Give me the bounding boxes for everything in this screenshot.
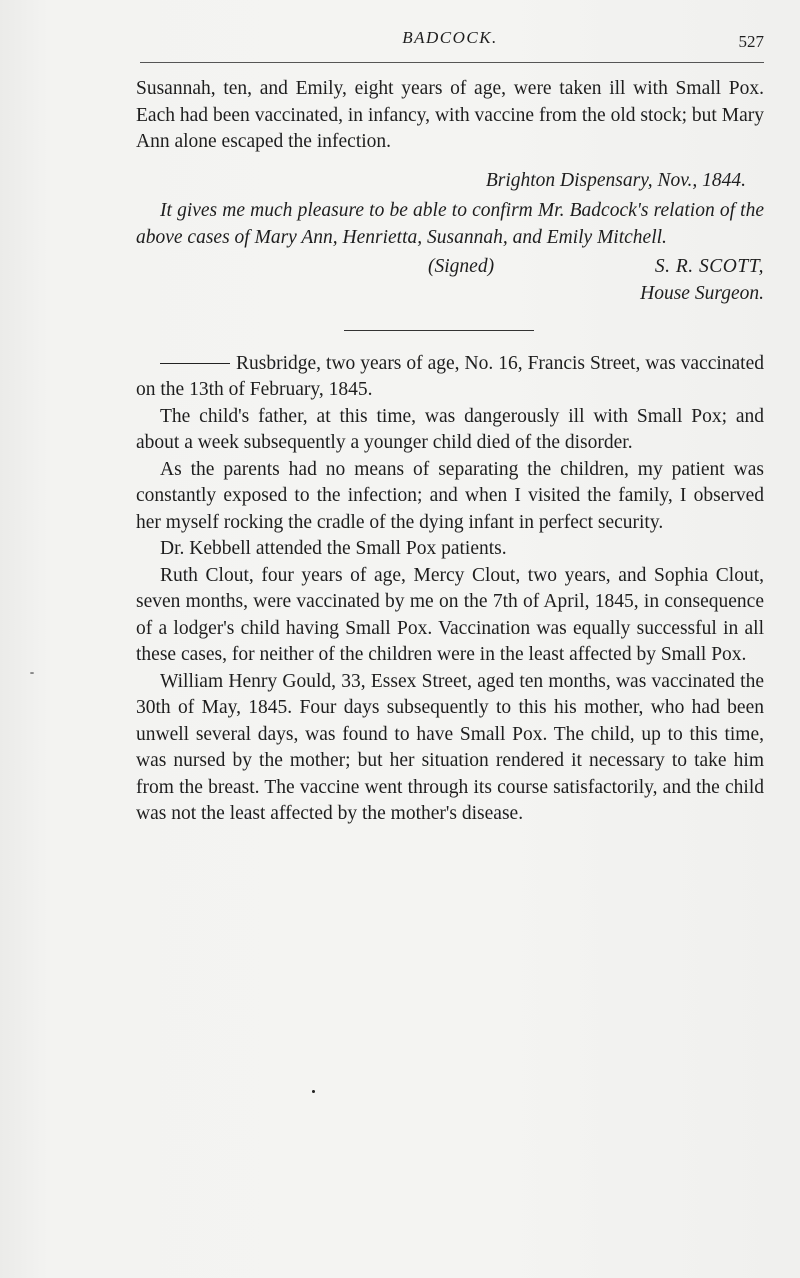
paragraph-kebbell: Dr. Kebbell attended the Small Pox patients. [160, 538, 507, 559]
signer-name: S. R. SCOTT, [654, 256, 764, 277]
paragraph-exposure: As the parents had no means of separating the children, my patient was constantly exposed to the infection; and when I visited the family, I observed her myself rocking the cradle of the dying infant in perfect security. [136, 458, 764, 533]
running-head [136, 28, 764, 54]
ink-speck [312, 1090, 315, 1093]
paragraph-rusbridge [136, 351, 764, 404]
paragraph-continuation: Susannah, ten, and Emily, eight years of age, were taken ill with Small Pox. Each had been vaccinated, in infancy, with vaccine from the old stock; but Mary Ann alone escaped the infection. [136, 78, 764, 152]
running-title: BADCOCK. [402, 28, 498, 47]
name-dash [160, 363, 230, 364]
signature-line [136, 254, 764, 281]
signed-label: (Signed) [428, 256, 495, 277]
margin-mark [30, 672, 34, 674]
paragraph-father: The child's father, at this time, was dangerously ill with Small Pox; and about a week subsequently a younger child died of the disorder. [136, 405, 764, 453]
dateline: Brighton Dispensary, Nov., 1844. [485, 169, 746, 191]
paragraph-gould: William Henry Gould, 33, Essex Street, aged ten months, was vaccinated the 30th of May, 1845. Four days subsequently to this his mother, who had been unwell several days, was found to have Small Pox. The child, up to this time, was nursed by the mother; but her situation rendered it necessary to take him from the breast. The vaccine went through its course satisfactorily, and the child was not the least affected by the mother's disease. [136, 670, 764, 824]
page-number: 527 [738, 32, 764, 51]
header-rule [140, 62, 764, 63]
body-text [136, 76, 764, 828]
confirmation-note: It gives me much pleasure to be able to confirm Mr. Badcock's relation of the above cases of Mary Ann, Henrietta, Susannah, and Emily Mitchell. [136, 200, 764, 248]
section-divider [344, 330, 534, 331]
signer-title: House Surgeon. [640, 283, 764, 304]
paragraph-rusbridge-text: Rusbridge, two years of age, No. 16, Francis Street, was vaccinated on the 13th of February, 1845. [136, 352, 764, 400]
paragraph-clout: Ruth Clout, four years of age, Mercy Clout, two years, and Sophia Clout, seven months, were vaccinated by me on the 7th of April, 1845, in consequence of a lodger's child having Small Pox. Vaccination was equally successful in all these cases, for neither of the children were in the least affected by Small Pox. [136, 564, 764, 665]
